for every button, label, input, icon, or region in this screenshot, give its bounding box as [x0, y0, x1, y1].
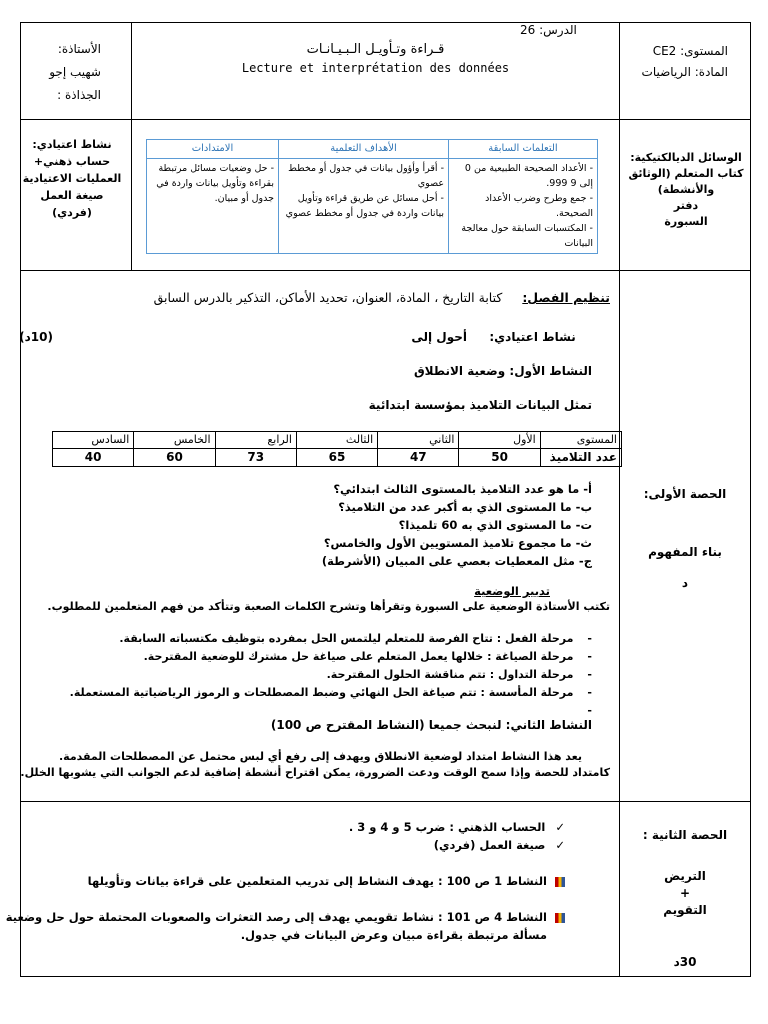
phase-1-text: مرحلة الفعل : تتاح الفرصة للمتعلم ليلتمس الحل بمفرده بتوظيف مكتسباته السابقة. [119, 632, 574, 645]
routine-line-1: نشاط اعتيادي: [32, 138, 112, 151]
resources-line-1: الوسائل الديالكتيكية: [630, 151, 742, 164]
phase-3-text: مرحلة التداول : تتم مناقشة الحلول المقترحة. [326, 668, 574, 681]
level-5: الخامس [134, 432, 215, 449]
check-item-2 [30, 838, 565, 852]
session2-body [5, 810, 610, 970]
routine-activity-text: أحول إلى [411, 330, 467, 344]
title-arabic: قـراءة وتـأويـل الـبـيـانـات [306, 42, 445, 57]
management-text: تكتب الأستاذة الوضعية على السبورة وتقرأها وتشرح الكلمات الصعبة وتتأكد من فهم المتعلمين للمطلوب. [47, 600, 610, 613]
phase-3: -مرحلة التداول : تتم مناقشة الحلول المقترحة. [326, 668, 592, 681]
session2-duration: 30د [673, 955, 697, 969]
count-5: 60 [134, 448, 215, 466]
phase-4: -مرحلة المأسسة : تتم صياغة الحل النهائي وضبط المصطلحات و الرموز الرياضياتية المستعملة. [69, 686, 592, 699]
title-french: Lecture et interprétation des données [241, 61, 510, 75]
org-text: كتابة التاريخ ، المادة، العنوان، تحديد الأماكن، التذكير بالدرس السابق [153, 290, 503, 305]
goal-item-2: - أحل مسائل عن طريق قراءة وتأويل بيانات واردة في جدول أو مخطط عصوي [285, 193, 444, 219]
task-2 [5, 910, 565, 924]
question-3: ت- ما المستوى الذي به 60 تلميذا؟ [398, 518, 592, 532]
extension-item: - حل وضعيات مسائل مرتبطة بقراءة وتأويل بيانات واردة في جدول أو مبيان. [156, 163, 274, 204]
resources-text [622, 150, 750, 230]
count-header: عدد التلاميذ [540, 448, 621, 466]
closing-line-2: كامتداد للحصة وإذا سمح الوقت ودعت الضرورة، يمكن اقتراح أنشطة إضافية لدعم الجوانب التي يشوبها الخلل. [20, 766, 610, 779]
level-header: المستوى [540, 432, 621, 449]
resources-line-4: دفتر [673, 199, 699, 212]
level-4: الرابع [215, 432, 296, 449]
routine-time: (10د) [19, 330, 53, 344]
phase-1: -مرحلة الفعل : تتاح الفرصة للمتعلم ليلتمس الحل بمفرده بتوظيف مكتسباته السابقة. [119, 632, 592, 645]
phase-4-text: مرحلة المأسسة : تتم صياغة الحل النهائي وضبط المصطلحات و الرموز الرياضياتية المستعملة. [69, 686, 574, 699]
question-5: ج- مثل المعطيات بعصي على المبيان (الأشرطة) [321, 554, 592, 568]
closing-line-1: يعد هذا النشاط امتداد لوضعية الانطلاق ويهدف إلى رفع أي لبس محتمل عن المصطلحات المقدمة. [59, 750, 582, 763]
phase-2-text: مرحلة الصياغة : خلالها يعمل المتعلم على صياغة حل مشترك للوضعية المقترحة. [143, 650, 574, 663]
teacher-label: الأستاذة: [57, 42, 101, 56]
lesson-number: الدرس: 26 [520, 23, 577, 37]
questions-list [322, 480, 592, 570]
question-1: أ- ما هو عدد التلاميذ بالمستوى الثالث ابتدائي؟ [333, 482, 592, 496]
objectives-table [146, 139, 597, 247]
check-icon: ✓ [555, 820, 565, 834]
level-6: السادس [53, 432, 134, 449]
session1-body [19, 280, 617, 790]
count-6: 40 [53, 448, 134, 466]
routine-line-4: صيغة العمل [40, 189, 104, 202]
routine-text [22, 136, 122, 221]
obj-extensions-cell [147, 159, 279, 254]
level-1: الأول [459, 432, 540, 449]
task-1-text: النشاط 1 ص 100 : يهدف النشاط إلى تدريب المتعلمين على قراءة بيانات وتأويلها [87, 874, 547, 888]
jadada-label: الجذاذة : [57, 88, 101, 102]
question-4: ث- ما مجموع تلاميذ المستويين الأول والخامس؟ [323, 536, 592, 550]
count-2: 47 [378, 448, 459, 466]
teacher-name: شهيب إجو [49, 65, 101, 79]
session1-title: الحصة الأولى: [643, 487, 727, 501]
routine-line-3: العمليات الاعتيادية [22, 172, 122, 185]
resources-line-3: والأنشطة) [657, 183, 715, 196]
task-1 [30, 874, 565, 888]
routine-line-2: حساب ذهني+ [33, 155, 111, 168]
flag-bullet-icon [555, 913, 565, 923]
task-2-text-b: مسألة مرتبطة بقراءة مبيان وعرض البيانات في جدول. [240, 928, 547, 942]
students-table [52, 431, 622, 467]
obj-header-goals: الأهداف التعلمية [279, 140, 449, 159]
obj-prior-cell [449, 159, 598, 254]
session2-eval: التقويم [663, 903, 707, 917]
prior-item-3: - المكتسبات السابقة حول معالجة البيانات [461, 223, 593, 249]
management-title: تدبير الوضعية [474, 584, 550, 598]
obj-header-prior: التعلمات السابقة [449, 140, 598, 159]
session2-plus: + [679, 886, 691, 900]
level-2: الثاني [378, 432, 459, 449]
prior-item-1: - الأعداد الصحيحة الطبيعية من 0 إلى 9 999. [464, 163, 593, 189]
phase-2: -مرحلة الصياغة : خلالها يعمل المتعلم على صياغة حل مشترك للوضعية المقترحة. [143, 650, 592, 663]
org-label: تنظيم الفصل: [522, 290, 610, 305]
obj-goals-cell [279, 159, 449, 254]
check-item-1 [30, 820, 565, 834]
check-item-1-text: الحساب الذهني : ضرب 5 و 4 و 3 . [348, 820, 546, 834]
goal-item-1: - أقرأ وأؤول بيانات في جدول أو مخطط عصوي [288, 163, 444, 189]
routine-activity-label: نشاط اعتيادي: [489, 330, 576, 344]
flag-bullet-icon [555, 877, 565, 887]
session2-title: الحصة الثانية : [642, 828, 728, 842]
level-3: الثالث [296, 432, 377, 449]
count-3: 65 [296, 448, 377, 466]
session2-training: التريض [664, 869, 706, 883]
resources-line-2: كتاب المتعلم (الوثائق [628, 167, 744, 180]
phase-5: - [587, 704, 592, 717]
count-1: 50 [459, 448, 540, 466]
task-2-text-a: النشاط 4 ص 101 : نشاط تقويمي يهدف إلى رصد التعثرات والصعوبات المحتملة حول حل وضعية [5, 910, 547, 924]
activity-two-title: النشاط الثاني: لنبحث جميعا (النشاط المقترح ص 100) [270, 718, 592, 732]
session1-side-cell [619, 270, 751, 802]
session1-duration: د [681, 576, 689, 590]
routine-activity [19, 330, 610, 344]
level-label: المستوى: CE2 [652, 44, 728, 58]
count-4: 73 [215, 448, 296, 466]
prior-item-2: - جمع وطرح وضرب الأعداد الصحيحة. [485, 193, 593, 219]
activity-one-title: النشاط الأول: وضعية الانطلاق [413, 364, 592, 378]
session1-concept: بناء المفهوم [648, 545, 722, 559]
check-icon: ✓ [555, 838, 565, 852]
routine-line-5: (فردي) [52, 206, 92, 219]
check-item-2-text: صيغة العمل (فردي) [433, 838, 546, 852]
subject-label: المادة: الرياضيات [641, 65, 728, 79]
obj-header-extensions: الامتدادات [147, 140, 279, 159]
resources-line-5: السبورة [664, 215, 708, 228]
phases-list [70, 630, 592, 720]
question-2: ب- ما المستوى الذي به أكبر عدد من التلاميذ؟ [338, 500, 592, 514]
class-organization [30, 290, 610, 305]
statement: تمثل البيانات التلاميذ بمؤسسة ابتدائية [368, 398, 592, 412]
